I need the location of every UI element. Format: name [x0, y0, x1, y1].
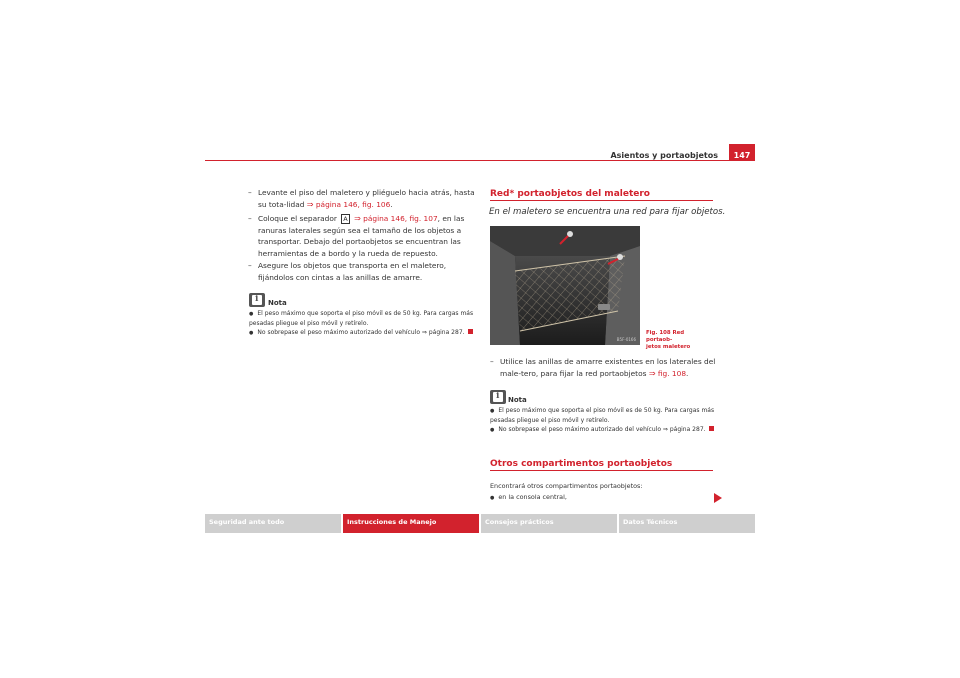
note-icon: [249, 293, 265, 307]
step-text-end: .: [686, 368, 689, 378]
section-subtitle: En el maletero se encuentra una red para fijar objetos.: [489, 207, 726, 217]
section-heading-red: Otros compartimentos portaobjetos: [490, 459, 673, 469]
bullet-icon: ●: [249, 311, 254, 317]
step-text: Asegure los objetos que transporta en el maletero, fijándolos con cintas a las anillas de amarre.: [258, 261, 447, 282]
note-bullet-2: [490, 425, 715, 435]
list-item: [490, 493, 690, 503]
note-bullet-1: [490, 406, 715, 425]
end-of-section-icon: [709, 426, 714, 431]
note-label: Nota: [508, 396, 527, 404]
body-paragraph: Encontrará otros compartimentos portaobjetos:: [490, 482, 643, 490]
arrow-icon: ⇒: [648, 368, 656, 378]
step-text: Levante el piso del maletero y pliéguelo hacia atrás, hasta su tota-lidad: [258, 188, 475, 209]
end-of-section-icon: [468, 329, 473, 334]
heading-underline: [490, 470, 713, 471]
heading-underline: [490, 200, 713, 201]
footer-tab-consejos[interactable]: Consejos prácticos: [481, 514, 617, 533]
list-item-text: en la consola central,: [498, 493, 567, 501]
instruction-step-2: [248, 213, 478, 259]
figure-caption: [646, 330, 706, 351]
bullet-icon: ●: [490, 427, 495, 433]
trunk-net-illustration: [490, 226, 640, 345]
footer-tab-datos[interactable]: Datos Técnicos: [619, 514, 755, 533]
footer-tab-instrucciones[interactable]: Instrucciones de Manejo: [343, 514, 479, 533]
photo-code: B5F-0166: [616, 337, 636, 342]
page-reference-link[interactable]: página 146, fig. 107: [363, 214, 438, 223]
note-bullet-2: [249, 328, 479, 338]
arrow-icon: ⇒: [306, 199, 314, 209]
note-text: No sobrepase el peso máximo autorizado del vehículo ⇒ página 287.: [257, 329, 465, 336]
note-label: Nota: [268, 299, 287, 307]
step-text-end: , en las ranuras laterales según sea el tamaño de los objetos a transportar. Debajo del portaobjetos se encuentran las herramientas de a bordo y la rueda de repuesto.: [258, 214, 465, 258]
instruction-step-3: [248, 260, 478, 283]
note-text: El peso máximo que soporta el piso móvil es de 50 kg. Para cargas más pesadas pliegue el piso móvil y retírelo.: [249, 310, 474, 327]
figure-caption-line: jetos maletero: [646, 344, 691, 350]
instruction-step-net: [490, 356, 716, 379]
dash-marker: –: [248, 214, 252, 223]
bullet-icon: ●: [490, 495, 495, 501]
figure-caption-line: Fig. 108 Red portaob-: [646, 330, 685, 343]
instruction-step-1: [248, 187, 478, 210]
arrow-icon: ⇒: [354, 214, 361, 223]
step-text: Utilice las anillas de amarre existentes en los laterales del male-tero, para fijar la red portaobjetos: [500, 357, 716, 378]
trunk-net-photo: [490, 226, 640, 345]
separator-symbol-box: A: [343, 215, 348, 223]
note-icon: [490, 390, 506, 404]
page-number: 147: [729, 144, 755, 161]
note-text: El peso máximo que soporta el piso móvil es de 50 kg. Para cargas más pesadas pliegue el piso móvil y retírelo.: [490, 407, 715, 424]
note-text: No sobrepase el peso máximo autorizado del vehículo ⇒ página 287.: [498, 426, 706, 433]
header-divider: [205, 160, 755, 161]
dash-marker: –: [490, 357, 494, 366]
bullet-icon: ●: [249, 330, 254, 336]
dash-marker: –: [248, 188, 252, 197]
bullet-icon: ●: [490, 408, 495, 414]
footer-tab-seguridad[interactable]: Seguridad ante todo: [205, 514, 341, 533]
section-heading-red: Red* portaobjetos del maletero: [490, 189, 650, 199]
figure-reference-link[interactable]: fig. 108: [657, 368, 687, 378]
dash-marker: –: [248, 261, 252, 270]
step-text-end: .: [390, 199, 393, 209]
page-header-title: Asientos y portaobjetos: [610, 151, 718, 160]
next-page-arrow-icon[interactable]: [714, 493, 722, 503]
step-text: Coloque el separador: [258, 214, 337, 223]
note-bullet-1: [249, 309, 479, 328]
page-reference-link[interactable]: página 146, fig. 106: [315, 199, 391, 209]
